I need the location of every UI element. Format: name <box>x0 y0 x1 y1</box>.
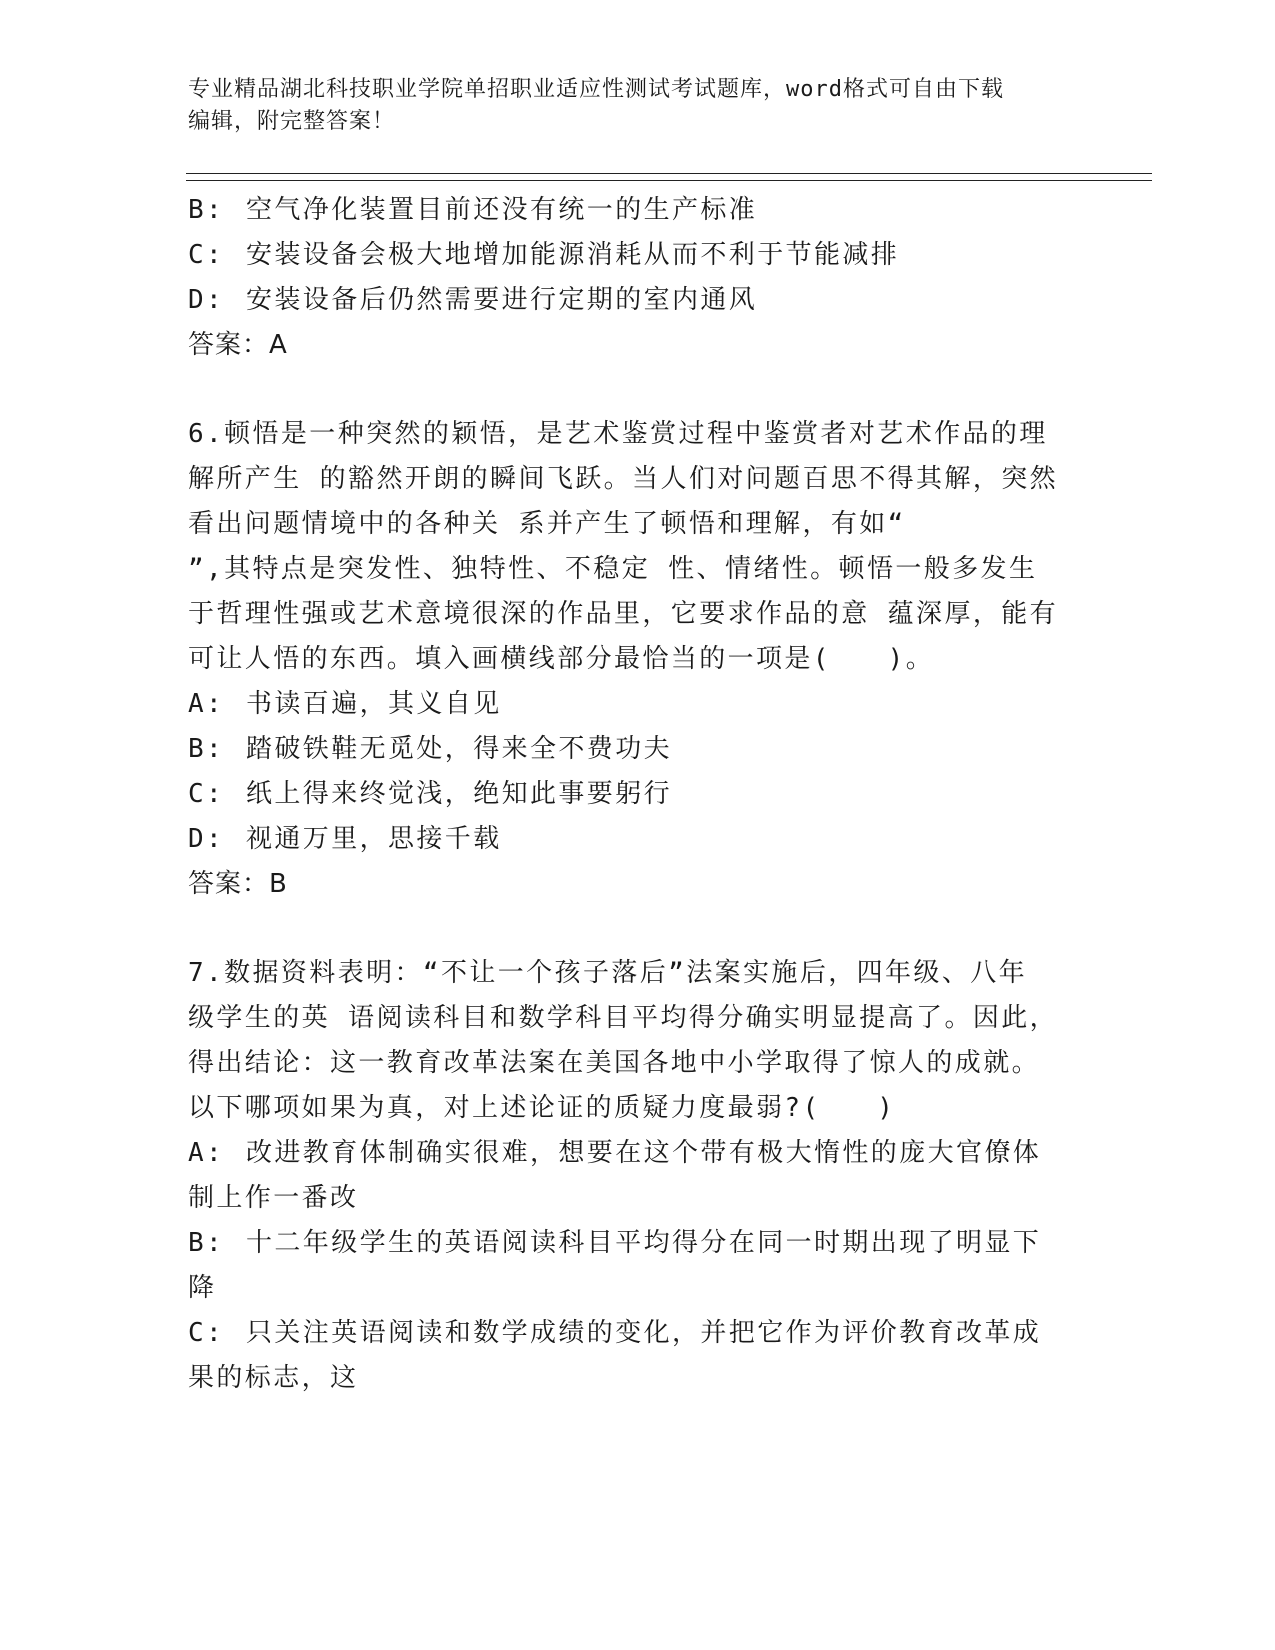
q7-stem-line: 7.数据资料表明：“不让一个孩子落后”法案实施后，四年级、八年 <box>188 958 1028 988</box>
option-label: D: <box>188 824 225 854</box>
option-text-continued: 降 <box>188 1273 217 1303</box>
option-text: 空气净化装置目前还没有统一的生产标准 <box>246 195 758 225</box>
option-text-continued: 制上作一番改 <box>188 1183 359 1213</box>
header-line-1: 专业精品湖北科技职业学院单招职业适应性测试考试题库，word格式可自由下载 <box>188 77 1004 102</box>
question-5 <box>188 188 1078 368</box>
q7-option-c <box>188 1311 1078 1401</box>
option-text: 改进教育体制确实很难，想要在这个带有极大惰性的庞大官僚体 <box>246 1138 1042 1168</box>
option-label: A: <box>188 1138 225 1168</box>
q7-option-b <box>188 1221 1078 1311</box>
q6-stem-line: ”,其特点是突发性、独特性、不稳定 性、情绪性。顿悟一般多发生 <box>188 554 1038 584</box>
q6-stem-line: 解所产生 的豁然开朗的瞬间飞跃。当人们对问题百思不得其解，突然 <box>188 464 1059 494</box>
q5-option-d <box>188 278 1078 323</box>
option-text: 纸上得来终觉浅，绝知此事要躬行 <box>246 779 673 809</box>
document-body <box>188 188 1078 1401</box>
option-label: C: <box>188 240 225 270</box>
q6-answer: 答案：B <box>188 869 288 899</box>
option-text: 安装设备后仍然需要进行定期的室内通风 <box>246 285 758 315</box>
q6-stem-line: 可让人悟的东西。填入画横线部分最恰当的一项是( )。 <box>188 644 935 674</box>
option-text: 只关注英语阅读和数学成绩的变化，并把它作为评价教育改革成 <box>246 1318 1042 1348</box>
header-line-2: 编辑，附完整答案！ <box>188 109 396 134</box>
document-header <box>188 74 1068 138</box>
option-label: D: <box>188 285 225 315</box>
option-label: C: <box>188 1318 225 1348</box>
q6-stem-line: 于哲理性强或艺术意境很深的作品里，它要求作品的意 蕴深厚，能有 <box>188 599 1059 629</box>
option-label: B: <box>188 734 225 764</box>
option-text: 十二年级学生的英语阅读科目平均得分在同一时期出现了明显下 <box>246 1228 1042 1258</box>
q7-stem-line: 级学生的英 语阅读科目和数学科目平均得分确实明显提高了。因此， <box>188 1003 1059 1033</box>
q7-stem-line: 得出结论：这一教育改革法案在美国各地中小学取得了惊人的成就。 <box>188 1048 1041 1078</box>
option-text: 书读百遍，其义自见 <box>246 689 502 719</box>
q7-stem-line: 以下哪项如果为真，对上述论证的质疑力度最弱?( ) <box>188 1093 896 1123</box>
option-label: B: <box>188 195 225 225</box>
q6-option-a <box>188 682 1078 727</box>
option-label: C: <box>188 779 225 809</box>
header-rule-top <box>186 173 1152 174</box>
q6-option-c <box>188 772 1078 817</box>
option-label: A: <box>188 689 225 719</box>
option-text: 安装设备会极大地增加能源消耗从而不利于节能减排 <box>246 240 900 270</box>
option-label: B: <box>188 1228 225 1258</box>
q5-answer: 答案：A <box>188 330 288 360</box>
question-6 <box>188 412 1078 907</box>
question-7 <box>188 951 1078 1401</box>
option-text: 踏破铁鞋无觅处，得来全不费功夫 <box>246 734 673 764</box>
spacer <box>188 368 1078 412</box>
q6-option-b <box>188 727 1078 772</box>
option-text-continued: 果的标志，这 <box>188 1363 359 1393</box>
q6-stem-line: 看出问题情境中的各种关 系并产生了顿悟和理解，有如“ <box>188 509 906 539</box>
q6-stem-line: 6.顿悟是一种突然的颖悟，是艺术鉴赏过程中鉴赏者对艺术作品的理 <box>188 419 1048 449</box>
q5-option-b <box>188 188 1078 233</box>
header-rule-bottom <box>186 180 1152 181</box>
q7-option-a <box>188 1131 1078 1221</box>
option-text: 视通万里，思接千载 <box>246 824 502 854</box>
q5-option-c <box>188 233 1078 278</box>
q6-option-d <box>188 817 1078 862</box>
spacer <box>188 907 1078 951</box>
